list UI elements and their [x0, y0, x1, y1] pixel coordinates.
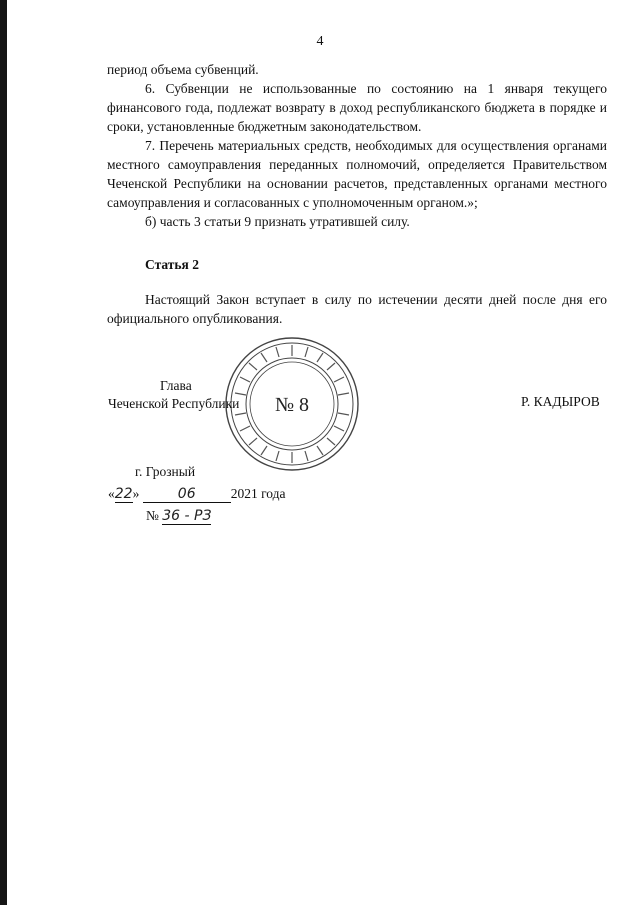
seal-number: № 8 — [274, 394, 310, 416]
article-2-text: Настоящий Закон вступает в силу по истечении десяти дней после дня его официального опубликования. — [107, 292, 607, 326]
signing-date: «22» 06 2021 года — [108, 486, 286, 502]
date-day: 22 — [114, 486, 133, 502]
document-body — [107, 60, 607, 231]
date-month: 06 — [143, 486, 231, 503]
law-number-prefix: № — [146, 508, 159, 523]
article-2-heading: Статья 2 — [145, 257, 199, 272]
paragraph-item-6: 6. Субвенции не использованные по состоянию на 1 января текущего финансового года, подлежат возврату в доход республиканского бюджета в порядке и сроки, установленные бюджетным законодательством. — [107, 81, 607, 134]
official-seal-icon — [224, 336, 360, 472]
scan-edge-shadow — [0, 0, 7, 905]
law-number — [146, 508, 211, 525]
signatory-name: Р. КАДЫРОВ — [521, 394, 600, 409]
paragraph-continuation: период объема субвенций. — [107, 62, 259, 77]
signatory-title-line2: Чеченской Республики — [108, 396, 240, 411]
page-number: 4 — [316, 34, 324, 49]
date-year: 2021 года — [230, 486, 286, 501]
paragraph-item-b: б) часть 3 статьи 9 признать утратившей силу. — [145, 214, 410, 229]
paragraph-item-7: 7. Перечень материальных средств, необходимых для осуществления органами местного самоуправления переданных полномочий, определяется Правительством Чеченской Республики на основании расчетов, представленных органами местного самоуправления и согласованных с уполномоченным органом.»; — [107, 138, 607, 210]
law-number-value: 36 - РЗ — [162, 508, 212, 524]
signatory-title-line1: Глава — [160, 378, 192, 393]
signing-city: г. Грозный — [135, 464, 196, 479]
